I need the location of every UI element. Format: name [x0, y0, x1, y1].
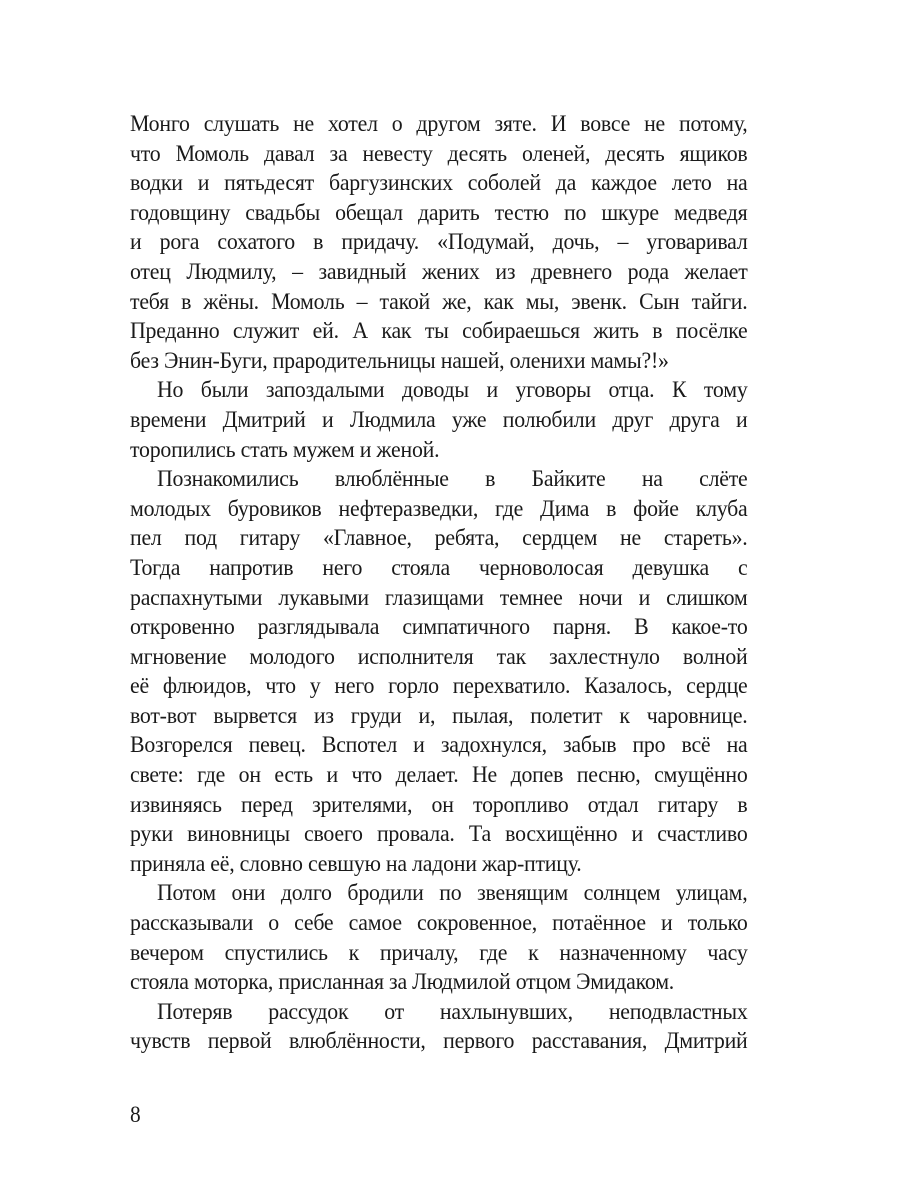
text-line: приняла её, словно севшую на ладони жар-птицу.	[130, 850, 582, 877]
text-line: распахнутыми лукавыми глазищами темнее ночи и слишком	[130, 584, 748, 611]
text-line: торопились стать мужем и женой.	[130, 436, 440, 463]
text-line: чувств первой влюблённости, первого расставания, Дмитрий	[130, 1028, 748, 1055]
text-line: времени Дмитрий и Людмила уже полюбили друг друга и	[130, 406, 748, 433]
paragraph	[130, 465, 748, 879]
text-line: пел под гитару «Главное, ребята, сердцем не стареть».	[130, 525, 748, 552]
text-line: Потом они долго бродили по звенящим солнцем улицам,	[156, 880, 748, 907]
text-line: молодых буровиков нефтеразведки, где Дима в фойе клуба	[130, 495, 748, 522]
text-line: водки и пятьдесят баргузинских соболей да каждое лето на	[130, 170, 748, 197]
body-text	[130, 110, 748, 1057]
text-line: Монго слушать не хотел о другом зяте. И вовсе не потому,	[130, 111, 748, 137]
text-line: что Момоль давал за невесту десять оленей, десять ящиков	[130, 140, 748, 167]
text-line: тебя в жёны. Момоль – такой же, как мы, эвенк. Сын тайги.	[130, 288, 748, 315]
text-line: её флюидов, что у него горло перехватило. Казалось, сердце	[130, 673, 748, 700]
paragraph	[130, 879, 748, 997]
text-line: Возгорелся певец. Вспотел и задохнулся, забыв про всё на	[130, 732, 748, 759]
text-line: Познакомились влюблённые в Байките на слёте	[156, 466, 748, 493]
text-line: откровенно разглядывала симпатичного парня. В какое-то	[130, 614, 748, 641]
text-line: Но были запоздалыми доводы и уговоры отца. К тому	[156, 377, 748, 404]
text-line: Потеряв рассудок от нахлынувших, неподвластных	[156, 998, 748, 1025]
text-line: рассказывали о себе самое сокровенное, потаённое и только	[130, 910, 748, 937]
text-line: и рога сохатого в придачу. «Подумай, дочь, – уговаривал	[130, 229, 748, 256]
text-line: извиняясь перед зрителями, он торопливо отдал гитару в	[130, 791, 748, 818]
text-line: без Энин-Буги, прародительницы нашей, оленихи мамы?!»	[130, 347, 669, 374]
text-line: отец Людмилу, – завидный жених из древнего рода желает	[130, 258, 748, 285]
paragraph	[130, 376, 748, 465]
page-number: 8	[130, 1102, 141, 1127]
text-line: руки виновницы своего провала. Та восхищённо и счастливо	[130, 821, 748, 848]
paragraph	[130, 110, 748, 376]
text-line: мгновение молодого исполнителя так захлестнуло волной	[130, 643, 748, 670]
text-line: годовщину свадьбы обещал дарить тестю по шкуре медведя	[130, 199, 748, 226]
text-line: стояла моторка, присланная за Людмилой отцом Эмидаком.	[130, 969, 675, 996]
text-line: Преданно служит ей. А как ты собираешься жить в посёлке	[130, 318, 748, 345]
text-line: Тогда напротив него стояла черноволосая девушка с	[130, 554, 748, 581]
paragraph	[130, 998, 748, 1057]
text-line: свете: где он есть и что делает. Не допев песню, смущённо	[130, 762, 748, 789]
text-line: вот-вот вырвется из груди и, пылая, полетит к чаровнице.	[130, 702, 748, 729]
text-line: вечером спустились к причалу, где к назначенному часу	[130, 939, 748, 966]
